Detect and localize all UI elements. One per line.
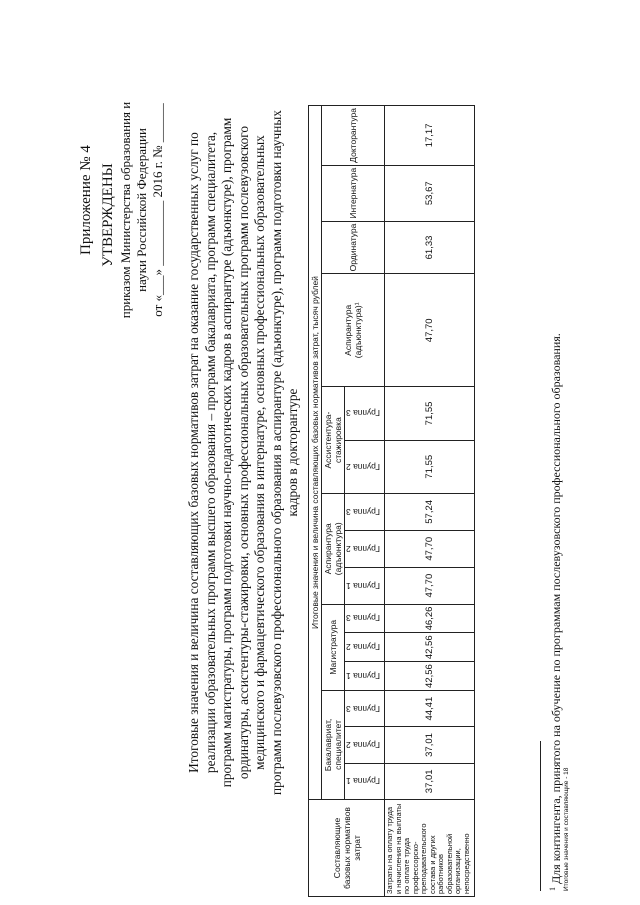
title-line: реализации образовательных программ высшего образования – программ бакалавриата, программ специалитета, (202, 131, 218, 774)
subheader-group: Группа 2 (345, 440, 385, 493)
table-cell: 37,01 (385, 763, 475, 799)
subheader-group: Группа 3 (345, 493, 385, 530)
approved-stamp: УТВЕРЖДЕНЫ (100, 163, 116, 267)
table-cell: 17,17 (385, 106, 475, 166)
table-row (385, 106, 475, 897)
subheader-group: Группа 2 (345, 633, 385, 662)
column-header-internship: Интернатура (322, 165, 385, 221)
appendix-number: Приложение № 4 (78, 145, 94, 255)
title-line: программ магистратуры, программ подготовки научно-педагогических кадров в аспирантуре (адъюнктуре), программ (219, 117, 234, 788)
footnote-marker: 1 (548, 887, 557, 891)
title-line: Итоговые значения и величина составляющих базовых нормативов затрат на оказание государственных услуг по (186, 132, 201, 773)
normatives-table (308, 105, 475, 897)
file-footer: Итоговые значения и составляющие - 18 (563, 767, 570, 891)
subheader-group: Группа 3 (345, 690, 385, 726)
subheader-group: Группа 1 (345, 567, 385, 604)
table-cell: 47,70 (385, 274, 475, 387)
order-reference (118, 95, 166, 325)
order-line: приказом Министерства образования и (118, 101, 133, 319)
table-cell: 71,55 (385, 387, 475, 440)
document-title (186, 0, 302, 905)
group-header-postgraduate: Аспирантура (адъюнктура) (322, 493, 345, 604)
table-cell: 46,26 (385, 604, 475, 633)
subheader-group: Группа 3 (345, 604, 385, 633)
footnote (548, 333, 564, 891)
order-line: науки Российской Федерации (134, 128, 149, 292)
table-cell: 47,70 (385, 530, 475, 567)
title-line: ординатуры, ассистентуры-стажировки, основных профессиональных образовательных программ послевузовского (235, 125, 251, 780)
row-label: Затраты на оплату труда и начисления на выплаты по оплате труда профессорско-преподавательского состава и других работников образовательной организации, непосредственно (385, 800, 475, 897)
subheader-group: Группа 1 (345, 662, 385, 691)
column-header-doctoral: Докторантура (322, 106, 385, 166)
table-cell: 71,55 (385, 440, 475, 493)
column-header-components: Составляющие базовых нормативов затрат (309, 800, 385, 897)
table-cell: 42,56 (385, 633, 475, 662)
table-top-header: Итоговые значения и величина составляющих базовых нормативов затрат, тысяч рублей (309, 106, 322, 800)
column-header-postgraduate-old: Аспирантура (адъюнктура)¹ (322, 274, 385, 387)
column-header-residency: Ординатура (322, 221, 385, 274)
table-cell: 44,41 (385, 690, 475, 726)
subheader-group: Группа 2 (345, 727, 385, 763)
title-line: кадров в докторантуре (285, 388, 300, 517)
title-line: программ послевузовского профессионального образования в аспирантуре (адъюнктуре), программ подготовки научных (268, 110, 284, 795)
table-cell: 53,67 (385, 165, 475, 221)
table-cell: 57,24 (385, 493, 475, 530)
footnote-text: Для контингента, принятого на обучение по программам послевузовского профессионального образования. (549, 333, 563, 884)
order-date: от «___» __________ 2016 г. № ______ (150, 103, 165, 317)
table-cell: 61,33 (385, 221, 475, 274)
subheader-group: Группа 3 (345, 387, 385, 440)
table-cell: 37,01 (385, 727, 475, 763)
subheader-group: Группа 1 (345, 763, 385, 799)
group-header-assistantship: Ассистентура-стажировка (322, 387, 345, 494)
title-line: медицинского и фармацевтического образования в интернатуре, основных профессиональных образовательных (252, 135, 267, 770)
group-header-bachelor: Бакалавриат, специалитет (322, 690, 345, 799)
table-cell: 42,56 (385, 662, 475, 691)
subheader-group: Группа 2 (345, 530, 385, 567)
group-header-master: Магистратура (322, 604, 345, 690)
footnote-divider (540, 741, 541, 891)
table-cell: 47,70 (385, 567, 475, 604)
